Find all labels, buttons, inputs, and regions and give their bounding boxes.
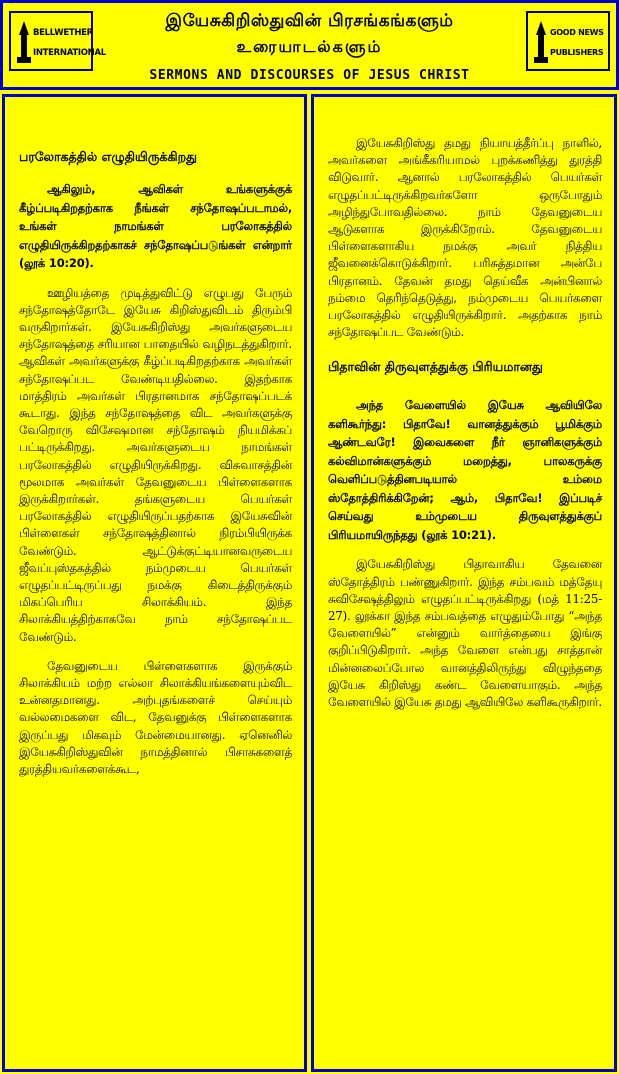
paragraph-continued: இயேசுகிறிஸ்து தமது நியாயத்தீர்ப்பு நாளில், அவர்களை அங்கீகரியாமல் புறக்கணித்து துரத்தி விடுவார். ஆனால் பரலோகத்தில் பெயர்கள் எழுதப்பட்டிருக்கிறவர்களோ ஒருபோதும் அழிந்துபோவதில்லை. நாம் தேவனுடைய ஆடுகளாக இருக்கிறோம். தேவனுடைய பிள்ளைகளாகிய நமக்கு அவர் நித்திய ஜீவனைக்கொடுக்கிறார். பரிசுத்தமான அன்பே பிரதானம். தேவன் தமது தெய்வீக அன்பினால் நம்மை தெரிந்தெடுத்து, நம்முடைய பெயர்களை பரலோகத்தில் எழுதியிருக்கிறார். அதற்காக நாம் சந்தோஷப்பட வேண்டும்.	[328, 136, 602, 340]
section-title-pleasing-to-father: பிதாவின் திருவுளத்துக்கு பிரியமானது	[328, 359, 543, 375]
logo-right-line1: GOOD NEWS	[550, 28, 604, 37]
paragraph: தேவனுடைய பிள்ளைகளாக இருக்கும் சிலாக்கியம் மற்ற எல்லா சிலாக்கியங்களையும்விட உன்னதமானது. அற்புதங்களைச் செய்யும் வல்லமைகளை விட, தேவனுக்கு பிள்ளைகளாக இருப்பது மிகவும் மேன்மையானது. ஏனெனில் இயேசுகிறிஸ்துவின் நாமத்தினால் பிசாசுகளைத் துரத்தியவர்களைக்கூட,	[19, 658, 292, 776]
logo-left-text	[33, 23, 106, 63]
title-english: SERMONS AND DISCOURSES OF JESUS CHRIST	[149, 68, 470, 83]
verse-luke-10-21: அந்த வேளையில் இயேசு ஆவியிலே களிகூர்ந்து: பிதாவே! வானத்துக்கும் பூமிக்கும் ஆண்டவரே! இவைகளை நீர் ஞானிகளுக்கும் கல்விமான்களுக்கும் மறைத்து, பாலகருக்கு வெளிப்படுத்தினபடியால் உம்மை ஸ்தோத்திரிக்கிறேன்; ஆம், பிதாவே! இப்படிச் செய்வது உம்முடைய திருவுளத்துக்குப் பிரியமாயிருந்தது (லூக் 10:21).	[328, 398, 602, 542]
title-tamil-line2: உரையாடல்களும்	[236, 37, 383, 56]
tower-icon	[532, 21, 550, 65]
logo-right-text	[550, 23, 606, 63]
good-news-logo	[526, 11, 610, 71]
paragraph: இயேசுகிறிஸ்து பிதாவாகிய தேவனை ஸ்தோத்திரம் பண்ணுகிறார். இந்த சம்பவம் மத்தேயு சுவிசேஷத்திலும் எழுதப்பட்டிருக்கிறது (மத் 11:25-27). லூக்கா இந்த சம்பவத்தை எழுதும்போது “அந்த வேளையில்” என்னும் வார்த்தையை இங்கு குறிப்பிடுகிறார். அந்த வேளை என்பது சாத்தான் மின்னலைப்போல வானத்திலிருந்து விழுந்ததை இயேசு கிறிஸ்து கண்ட வேளையாகும். அந்த வேளையில் இயேசு தமது ஆவியிலே களிகூருகிறார்.	[328, 557, 602, 710]
bell-tower-icon	[15, 21, 33, 65]
section-title-written-in-heaven: பரலோகத்தில் எழுதியிருக்கிறது	[19, 149, 197, 164]
bellwether-logo	[9, 11, 106, 71]
title-tamil-line1: இயேசுகிறிஸ்துவின் பிரசங்கங்களும்	[165, 11, 454, 31]
verse-luke-10-20: ஆகிலும், ஆவிகள் உங்களுக்குக் கீழ்ப்படிகிறதற்காக நீங்கள் சந்தோஷப்படாமல், உங்கள் நாமங்கள் பரலோகத்தில் எழுதியிருக்கிறதற்காகச் சந்தோஷப்படுங்கள் என்றார் (லூக் 10:20).	[19, 182, 292, 270]
logo-left-line1: BELLWETHER	[33, 28, 93, 38]
paragraph: ஊழியத்தை முடித்துவிட்டு எழுபது பேரும் சந்தோஷத்தோடே இயேசு கிறிஸ்துவிடம் திரும்பி வருகிறார்கள். இயேசுகிறிஸ்து அவர்களுடைய சந்தோஷத்தை சரியான பாதையில் வழிநடத்துகிறார். ஆவிகள் அவர்களுக்கு கீழ்ப்படிகிறதற்காக அவர்கள் சந்தோஷப்பட வேண்டியதில்லை. இதற்காக மாத்திரம் அவர்கள் பிரதானமாக சந்தோஷப்படக் கூடாது. இந்த சந்தோஷத்தை விட அவர்களுக்கு வேறொரு விசேஷமான சந்தோஷம் நியமிக்கப் பட்டிருக்கிறது. அவர்களுடைய நாமங்கள் பரலோகத்தில் எழுதியிருக்கிறது. விசுவாசத்தின் மூலமாக அவர்கள் தேவனுடைய பிள்ளைகளாக இருக்கிறார்கள். தங்களுடைய பெயர்கள் பரலோகத்தில் எழுதியிருப்பதற்காக இயேசுவின் பிள்ளைகள் சந்தோஷத்தினால் நிரம்பியிருக்க வேண்டும். ஆட்டுக்குட்டியானவருடைய ஜீவப்புஸ்தகத்தில் நம்முடைய பெயர்கள் எழுதப்பட்டிருப்பது நமக்கு கிடைத்திருக்கும் மிகப்பெரிய சிலாக்கியம். இந்த சிலாக்கியத்திற்காகவே நாம் சந்தோஷப்பட வேண்டும்.	[19, 285, 292, 644]
logo-left-line2: INTERNATIONAL	[33, 48, 106, 58]
header-banner	[0, 0, 619, 90]
logo-right-line2: PUBLISHERS	[550, 48, 604, 57]
left-column	[2, 94, 307, 1072]
right-column	[311, 94, 617, 1072]
